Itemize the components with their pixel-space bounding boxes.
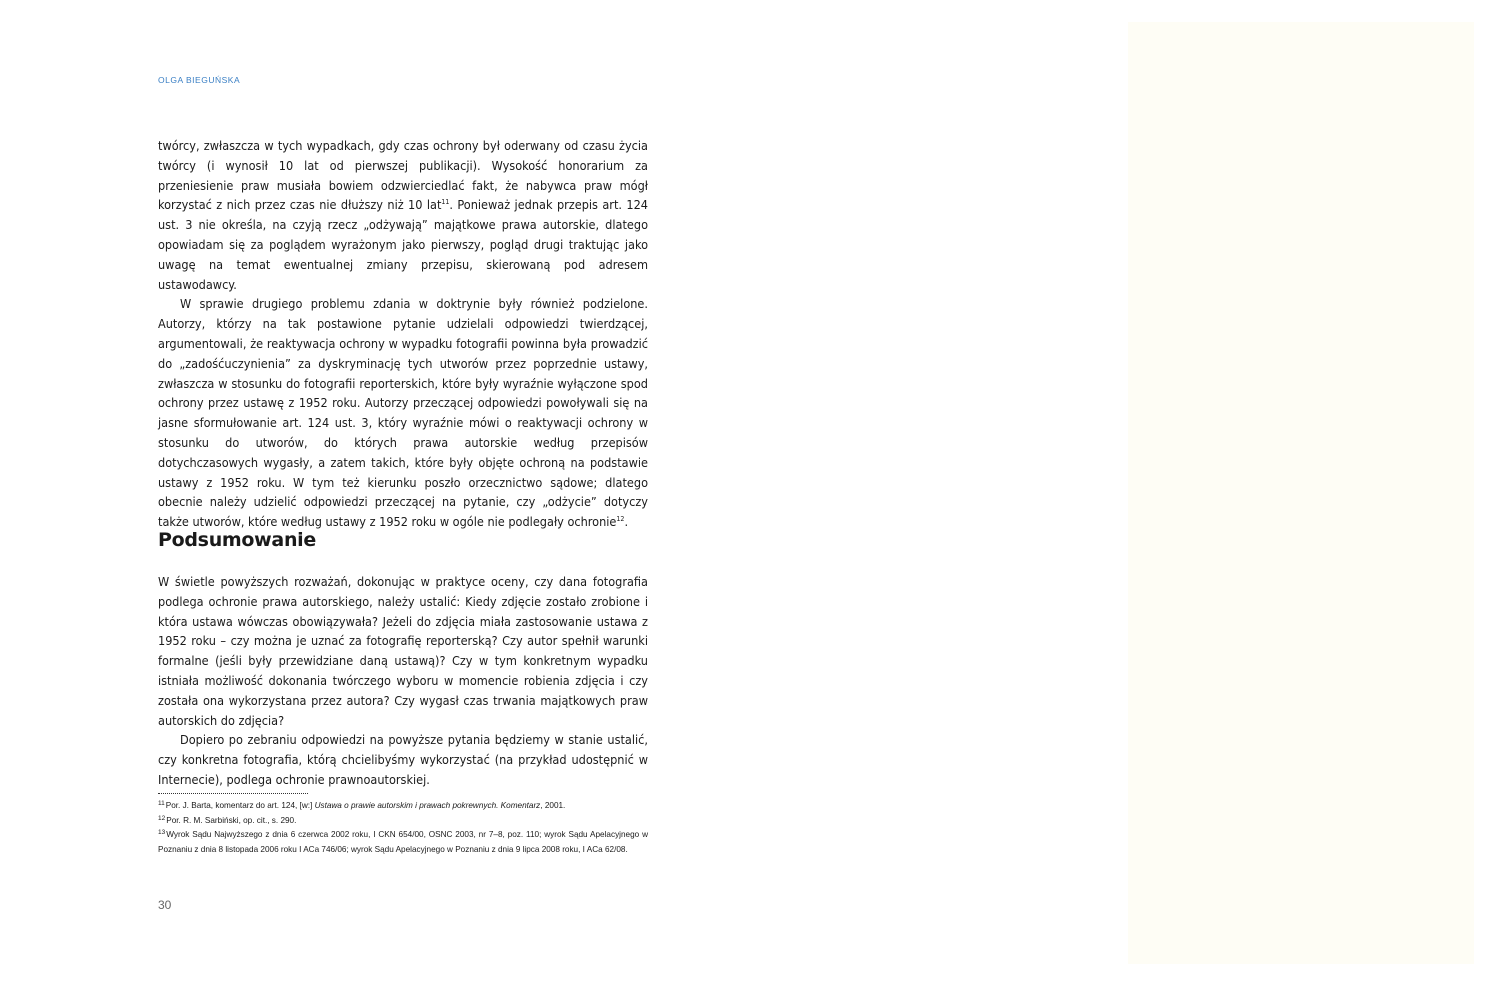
paragraph: W sprawie drugiego problemu zdania w doktrynie były również podzielone. Autorzy, którzy na tak postawione pytanie udzielali odpowiedzi twierdzącej, argumentowali, że reaktywacja ochrony w wypadku fotografii powinna była prowadzić do „zadośćuczynienia” za dyskryminację tych utworów przez poprzednie ustawy, zwłaszcza w stosunku do fotografii reporterskich, które były wyraźnie wyłączone spod ochrony przez ustawę z 1952 roku. Autorzy przeczącej odpowiedzi powoływali się na jasne sformułowanie art. 124 ust. 3, który wyraźnie mówi o reaktywacji ochrony w stosunku do utworów, do których prawa autorskie według przepisów dotychczasowych wygasły, a zatem takich, które były objęte ochroną na podstawie ustawy z 1952 roku. W tym też kierunku poszło orzecznictwo sądowe; dlatego obecnie należy udzielić odpowiedzi przeczącej na pytanie, czy „odżycie” dotyczy także utworów, które według ustawy z 1952 roku w ogóle nie podlegały ochronie$^{12}$. [158, 296, 648, 530]
body-text-summary [158, 572, 648, 790]
running-head: OLGA BIEGUŃSKA [158, 75, 241, 85]
footnote-divider [158, 793, 308, 794]
footnotes [158, 799, 648, 857]
body-text-top [158, 136, 648, 532]
paragraph: W świetle powyższych rozważań, dokonując w praktyce oceny, czy dana fotografia podlega ochronie prawa autorskiego, należy ustalić: Kiedy zdjęcie zostało zrobione i która ustawa wówczas obowiązywała? Jeżeli do zdjęcia miała zastosowanie ustawa z 1952 roku – czy można je uznać za fotografię reporterską? Czy autor spełnił warunki formalne (jeśli były przewidziane daną ustawą)? Czy w tym konkretnym wypadku istniała możliwość dokonania twórczego wyboru w momencie robienia zdjęcia i czy została ona wykorzystana przez autora? Czy wygasł czas trwania majątkowych praw autorskich do zdjęcia? [158, 574, 648, 728]
page-number: 30 [158, 898, 172, 912]
paragraph: twórcy, zwłaszcza w tych wypadkach, gdy czas ochrony był oderwany od czasu życia twórcy (i wynosił 10 lat od pierwszej publikacji). Wysokość honorarium za przeniesienie praw musiała bowiem odzwierciedlać fakt, że nabywca praw mógł korzystać z nich przez czas nie dłuższy niż 10 lat$^{11}$. Ponieważ jednak przepis art. 124 ust. 3 nie określa, na czyją rzecz „odżywają” majątkowe prawa autorskie, dlatego opowiadam się za poglądem wyrażonym jako pierwszy, pogląd drugi traktując jako uwagę na temat ewentualnej zmiany przepisu, skierowaną pod adresem ustawodawcy. [158, 138, 648, 292]
footnote: $^{11}$Por. J. Barta, komentarz do art. 124, [w:] Ustawa o prawie autorskim i prawach pokrewnych. Komentarz, 2001. [158, 800, 566, 810]
paragraph: Dopiero po zebraniu odpowiedzi na powyższe pytania będziemy w stanie ustalić, czy konkretna fotografia, którą chcielibyśmy wykorzystać (na przykład udostępnić w Internecie), podlega ochronie prawnoautorskiej. [158, 732, 648, 787]
section-heading: Podsumowanie [158, 529, 316, 551]
footnote-ref: 12 [616, 515, 625, 524]
facing-page-blank [1128, 22, 1474, 964]
footnote-ref: 11 [441, 198, 450, 207]
footnote: $^{13}$Wyrok Sądu Najwyższego z dnia 6 czerwca 2002 roku, I CKN 654/00, OSNC 2003, nr 7–8, poz. 110; wyrok Sądu Apelacyjnego w Poznaniu z dnia 8 listopada 2006 roku I ACa 746/06; wyrok Sądu Apelacyjnego w Poznaniu z dnia 9 lipca 2008 roku, I ACa 62/08. [158, 829, 648, 854]
footnote: $^{12}$Por. R. M. Sarbiński, op. cit., s. 290. [158, 814, 297, 825]
